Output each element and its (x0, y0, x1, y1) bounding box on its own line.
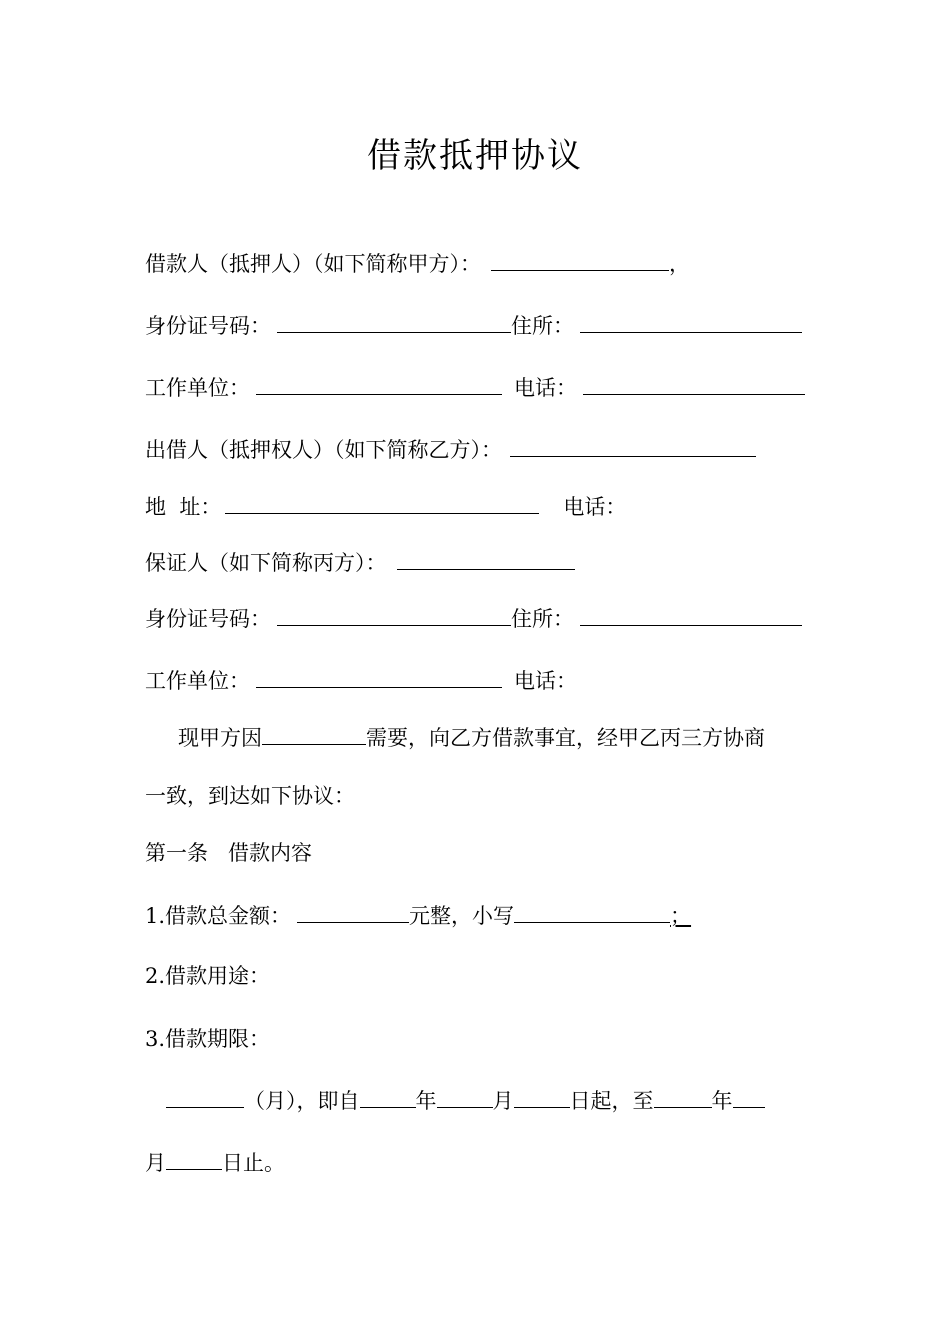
party-b-address-blank[interactable] (225, 491, 539, 514)
intro-part3: 一致，到达如下协议： (145, 784, 355, 808)
party-a-id-line (145, 310, 802, 340)
party-b-name-blank[interactable] (510, 434, 756, 457)
party-a-work-blank[interactable] (256, 372, 502, 395)
term-month-paren: （月），即自 (244, 1089, 360, 1113)
loan-term-line (145, 1025, 270, 1053)
start-year-blank[interactable] (360, 1085, 416, 1108)
end-year-blank[interactable] (654, 1085, 712, 1108)
end-month-blank[interactable] (733, 1085, 765, 1108)
party-b-phone-label: 电话： (563, 495, 627, 519)
term-day-start: 日起，至 (569, 1089, 654, 1113)
loan-term-detail-line-2 (145, 1147, 285, 1177)
intro-part1: 现甲方因 (178, 726, 262, 750)
loan-purpose-label: 2.借款用途： (145, 964, 271, 988)
party-b-address-line (145, 491, 626, 521)
party-c-work-line (145, 665, 577, 695)
party-a-address-label: 住所： (511, 314, 574, 338)
party-c-work-blank[interactable] (256, 665, 502, 688)
term-year2-label: 年 (711, 1089, 733, 1113)
intro-part2: 需要，向乙方借款事宜，经甲乙丙三方协商 (366, 726, 765, 750)
end-day-blank[interactable] (166, 1147, 222, 1170)
term-year-label: 年 (415, 1089, 437, 1113)
party-c-address-blank[interactable] (580, 603, 802, 626)
loan-amount-uppercase-blank[interactable] (297, 900, 409, 923)
loan-purpose-line (145, 962, 270, 990)
page-title: 借款抵押协议 (367, 136, 583, 176)
party-c-address-label: 住所： (511, 607, 574, 631)
party-c-id-blank[interactable] (277, 603, 511, 626)
party-c-label: 保证人（如下简称丙方）： (145, 551, 387, 575)
start-day-blank[interactable] (514, 1085, 570, 1108)
party-a-id-blank[interactable] (277, 310, 511, 333)
loan-amount-mid: 元整，小写 (409, 904, 515, 928)
party-c-line (145, 547, 575, 577)
party-c-name-blank[interactable] (397, 547, 575, 570)
party-a-phone-label: 电话： (514, 376, 577, 400)
loan-term-detail-line-1 (166, 1085, 765, 1115)
article-1-heading: 第一条 借款内容 (145, 841, 313, 865)
loan-amount-lowercase-blank[interactable] (514, 900, 670, 923)
party-c-work-label: 工作单位： (145, 669, 250, 693)
party-b-label: 出借人（抵押权人）（如下简称乙方）： (145, 438, 502, 462)
party-b-address-label: 地 址： (145, 495, 222, 519)
term-month2-label: 月 (145, 1151, 166, 1175)
party-c-id-line (145, 603, 802, 633)
loan-amount-end: ； (670, 904, 692, 928)
party-a-id-label: 身份证号码： (145, 314, 271, 338)
party-a-name-blank[interactable] (491, 248, 669, 271)
party-a-work-line (145, 372, 805, 402)
intro-purpose-blank[interactable] (262, 722, 366, 745)
start-month-blank[interactable] (437, 1085, 493, 1108)
term-month-label: 月 (492, 1089, 514, 1113)
intro-line-2 (145, 782, 355, 810)
party-a-suffix: ， (669, 252, 690, 276)
party-a-line (145, 248, 690, 278)
term-months-blank[interactable] (166, 1085, 244, 1108)
party-a-phone-blank[interactable] (583, 372, 805, 395)
party-c-phone-label: 电话： (514, 669, 577, 693)
term-day-end: 日止。 (222, 1151, 285, 1175)
party-a-label: 借款人（抵押人）（如下简称甲方）： (145, 252, 481, 276)
party-c-id-label: 身份证号码： (145, 607, 271, 631)
loan-amount-label: 1.借款总金额： (145, 904, 292, 928)
party-a-address-blank[interactable] (580, 310, 802, 333)
party-b-line (145, 434, 756, 464)
party-a-work-label: 工作单位： (145, 376, 250, 400)
intro-line-1 (178, 722, 765, 752)
loan-term-label: 3.借款期限： (145, 1027, 271, 1051)
loan-amount-line (145, 900, 701, 930)
